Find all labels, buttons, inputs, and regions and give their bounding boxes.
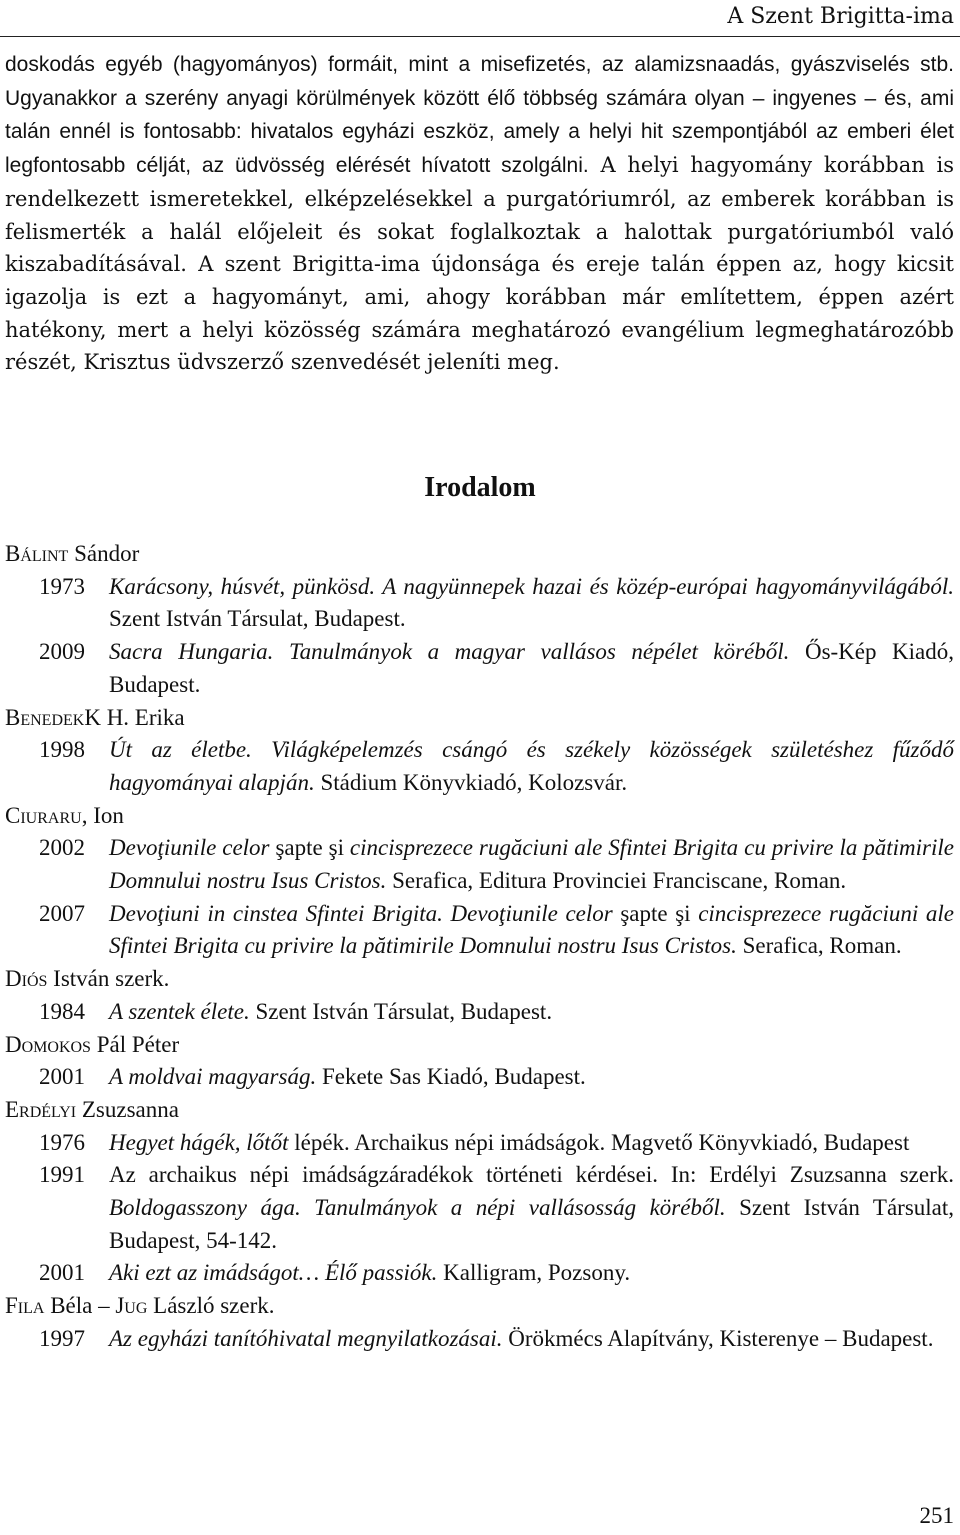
entry-publisher: Stádium Könyvkiadó, Kolozsvár. bbox=[320, 769, 628, 795]
bibliography-entry bbox=[39, 898, 954, 963]
bibliography bbox=[5, 538, 954, 1356]
entry-year: 2002 bbox=[39, 835, 85, 861]
bibliography-entry bbox=[39, 571, 954, 636]
entry-publisher: Kalligram, Pozsony. bbox=[443, 1260, 631, 1286]
author-given-name: Béla – bbox=[50, 1293, 110, 1319]
entry-year: 1976 bbox=[39, 1129, 85, 1155]
entry-title: Devoţiunile celor bbox=[109, 835, 270, 861]
author-given-name: , Ion bbox=[81, 802, 124, 828]
entry-title: Aki ezt az imádságot… Élő passiók. bbox=[109, 1260, 438, 1286]
author-name bbox=[5, 963, 954, 996]
entry-year: 1997 bbox=[39, 1325, 85, 1351]
entry-title: Karácsony, húsvét, pünkösd. A nagyünnepek hazai és közép-európai hagyományvilágából. bbox=[109, 573, 954, 599]
author-surname: Diós bbox=[5, 966, 48, 992]
author-surname: Fila bbox=[5, 1293, 45, 1319]
entry-year: 1984 bbox=[39, 998, 85, 1024]
author-name bbox=[5, 538, 954, 571]
bibliography-entry bbox=[39, 734, 954, 799]
bibliography-entry bbox=[39, 1323, 954, 1356]
entry-title: Hegyet hágék, lőtőt bbox=[109, 1129, 289, 1155]
entry-title-plain: şapte şi bbox=[620, 900, 691, 926]
author-name bbox=[5, 1094, 954, 1127]
author-surname: Domokos bbox=[5, 1031, 91, 1057]
bibliography-entry bbox=[39, 832, 954, 897]
author-name bbox=[5, 702, 954, 735]
author-name bbox=[5, 1290, 954, 1323]
entry-title: Út az életbe. Világképelemzés csángó és székely közösségek születéshez fűződő hagyományai alapján. bbox=[109, 737, 954, 795]
author-given-name: István szerk. bbox=[53, 966, 170, 992]
author-surname: Benedek bbox=[5, 704, 85, 730]
author-surname: Erdélyi bbox=[5, 1096, 77, 1122]
entry-title: A szentek élete. bbox=[109, 998, 250, 1024]
body-paragraph bbox=[5, 48, 954, 379]
coauthor-given-name: László szerk. bbox=[153, 1293, 275, 1319]
body-text-part-1: doskodás egyéb (hagyományos) formáit, mint a misefizetés, az alamizsnaadás, gyászviselés stb. Ugyanakkor a szerény anyagi körülmények között élő többség számára olyan – ingyenes – és, ami talán ennél is fontosabb: hivatalos egyházi eszköz, amely a helyi hit szempontjából az emberi élet legfontosabb célját, az üdvösség elérését hívatott szolgálni. bbox=[5, 53, 954, 178]
bibliography-entry bbox=[39, 996, 954, 1029]
running-head: A Szent Brigitta-ima bbox=[727, 4, 954, 29]
entry-title-continued: cincisprezece rugăciuni ale Sfintei Brigita cu privire la pătimirile Domnului nostru Isus Cristos. bbox=[109, 900, 954, 959]
entry-title: Sacra Hungaria. Tanulmányok a magyar vallásos népélet köréből. bbox=[109, 639, 790, 665]
entry-year: 1998 bbox=[39, 737, 85, 763]
entry-publisher: Serafica, Roman. bbox=[742, 933, 902, 959]
entry-publisher: Szent István Társulat, Budapest. bbox=[109, 606, 406, 632]
author-name bbox=[5, 800, 954, 833]
entry-title: A moldvai magyarság. bbox=[109, 1064, 317, 1090]
entry-publisher: Serafica, Editura Provinciei Franciscane, Roman. bbox=[392, 868, 847, 894]
author-surname: Bálint bbox=[5, 541, 69, 566]
entry-year: 2007 bbox=[39, 900, 85, 926]
entry-title-plain: Az archaikus népi imádságzáradékok történeti kérdései. In: Erdélyi Zsuzsanna szerk. bbox=[109, 1162, 954, 1188]
author-name bbox=[5, 1029, 954, 1062]
entry-title-continued: cincisprezece rugăciuni ale Sfintei Brigita cu privire la pătimirile Domnului nostru Isus Cristos. bbox=[109, 835, 954, 894]
bibliography-entry bbox=[39, 636, 955, 701]
entry-year: 2001 bbox=[39, 1260, 85, 1286]
entry-title-continued: Boldogasszony ága. Tanulmányok a népi vallásosság köréből. bbox=[109, 1195, 726, 1221]
bibliography-entry bbox=[39, 1061, 954, 1094]
entry-publisher: Ős-Kép Kiadó, Budapest. bbox=[109, 639, 955, 697]
coauthor-surname: Jug bbox=[115, 1293, 148, 1319]
entry-title-plain: şapte şi bbox=[275, 835, 344, 861]
entry-publisher: Szent István Társulat, Budapest, 54-142. bbox=[109, 1195, 955, 1253]
entry-publisher: Szent István Társulat, Budapest. bbox=[255, 998, 553, 1024]
entry-publisher: lépék. Archaikus népi imádságok. Magvető Könyvkiadó, Budapest bbox=[294, 1129, 910, 1155]
author-given-name: Pál Péter bbox=[96, 1031, 180, 1057]
bibliography-entry bbox=[39, 1127, 954, 1160]
entry-year: 1973 bbox=[39, 573, 85, 599]
bibliography-entry bbox=[39, 1257, 954, 1290]
entry-title: Devoţiuni in cinstea Sfintei Brigita. Devoţiunile celor bbox=[109, 900, 613, 926]
author-surname: Ciuraru bbox=[5, 802, 82, 828]
header-rule bbox=[0, 36, 960, 37]
entry-publisher: Fekete Sas Kiadó, Budapest. bbox=[321, 1064, 586, 1090]
entry-year: 2001 bbox=[39, 1064, 85, 1090]
entry-title: Az egyházi tanítóhivatal megnyilatkozásai. bbox=[109, 1325, 503, 1351]
page-number: 251 bbox=[919, 1503, 954, 1528]
author-given-name: K H. Erika bbox=[84, 704, 185, 730]
entry-year: 2009 bbox=[39, 639, 85, 665]
entry-publisher: Örökmécs Alapítvány, Kisterenye – Budapest. bbox=[508, 1325, 934, 1351]
author-given-name: Zsuzsanna bbox=[81, 1096, 179, 1122]
author-given-name: Sándor bbox=[74, 541, 140, 566]
body-text-part-2: A helyi hagyomány korábban is rendelkezett ismeretekkel, elképzelésekkel a purgatóriumról, az emberek korábban is felismerték a halál előjeleit és sokat foglalkoztak a halottak purgatóriumból való kiszabadításával. A szent Brigitta-ima újdonsága és ereje talán éppen az, hogy kicsit igazolja is ezt a hagyományt, ami, ahogy korábban már említettem, éppen azért hatékony, mert a helyi közösség számára meghatározó evangélium legmeghatározóbb részét, Krisztus üdvszerző szenvedését jeleníti meg. bbox=[5, 153, 954, 375]
section-heading: Irodalom bbox=[424, 472, 536, 503]
bibliography-entry bbox=[39, 1159, 955, 1257]
entry-year: 1991 bbox=[39, 1162, 85, 1188]
